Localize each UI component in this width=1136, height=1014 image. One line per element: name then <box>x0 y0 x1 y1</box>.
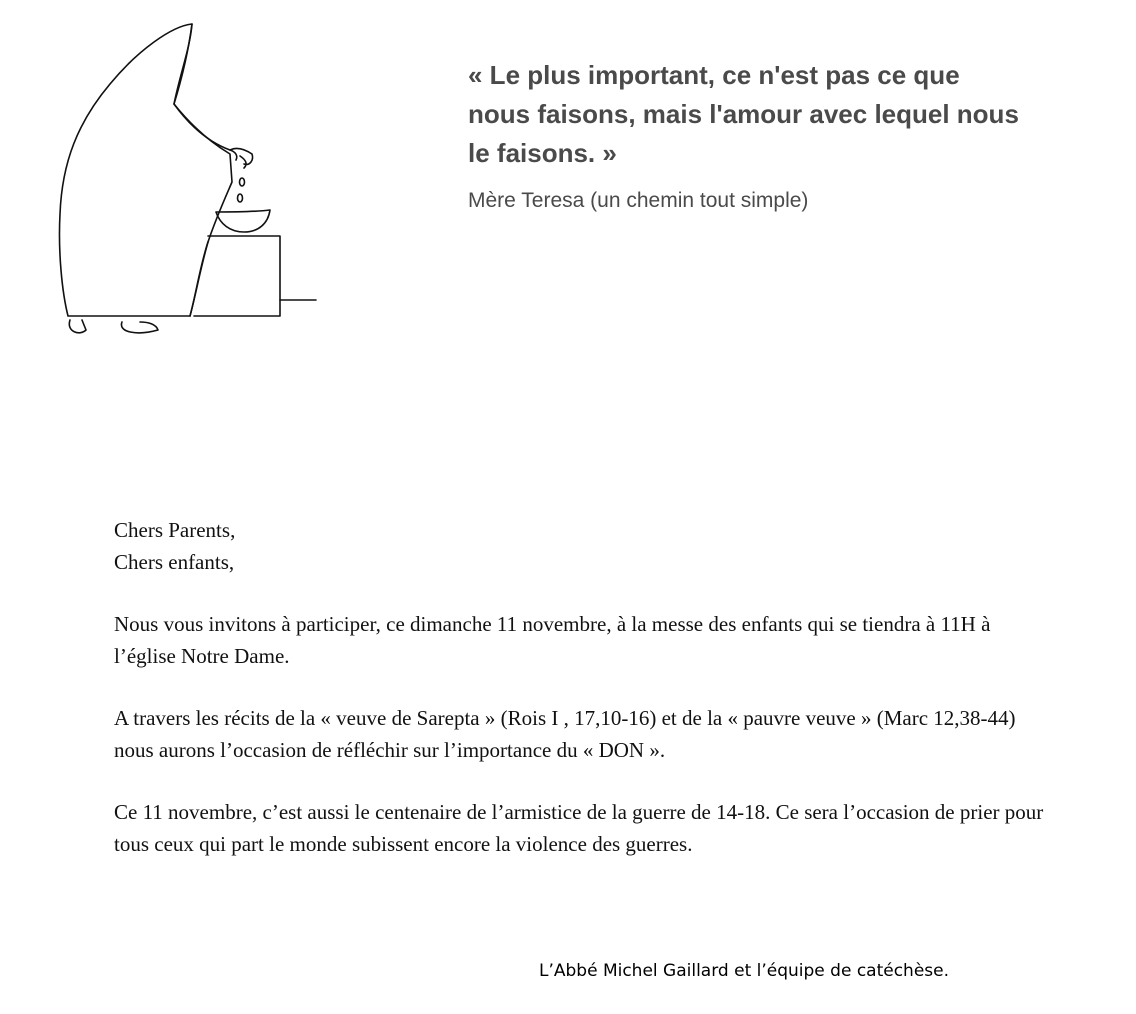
widow-offering-drawing-icon <box>40 14 330 344</box>
quote-block <box>468 56 1028 215</box>
greeting-parents: Chers Parents, <box>114 518 236 542</box>
paragraph-invitation: Nous vous invitons à participer, ce dimanche 11 novembre, à la messe des enfants qui se tiendra à 11H à l’église Notre Dame. <box>114 612 991 668</box>
paragraph-readings: A travers les récits de la « veuve de Sarepta » (Rois I , 17,10-16) et de la « pauvre veuve » (Marc 12,38-44) nous aurons l’occasion de réfléchir sur l’importance du « DON ». <box>114 706 1016 762</box>
signature: L’Abbé Michel Gaillard et l’équipe de catéchèse. <box>539 961 950 981</box>
quote-author: Mère Teresa (un chemin tout simple) <box>468 189 809 212</box>
paragraph-armistice: Ce 11 novembre, c’est aussi le centenaire de l’armistice de la guerre de 14-18. Ce sera l’occasion de prier pour tous ceux qui part le monde subissent encore la violence des guerres. <box>114 800 1044 856</box>
quote-text: « Le plus important, ce n'est pas ce que nous faisons, mais l'amour avec lequel nous le faisons. » <box>468 60 1019 168</box>
letter-body <box>114 514 1054 890</box>
greeting-children: Chers enfants, <box>114 550 235 574</box>
